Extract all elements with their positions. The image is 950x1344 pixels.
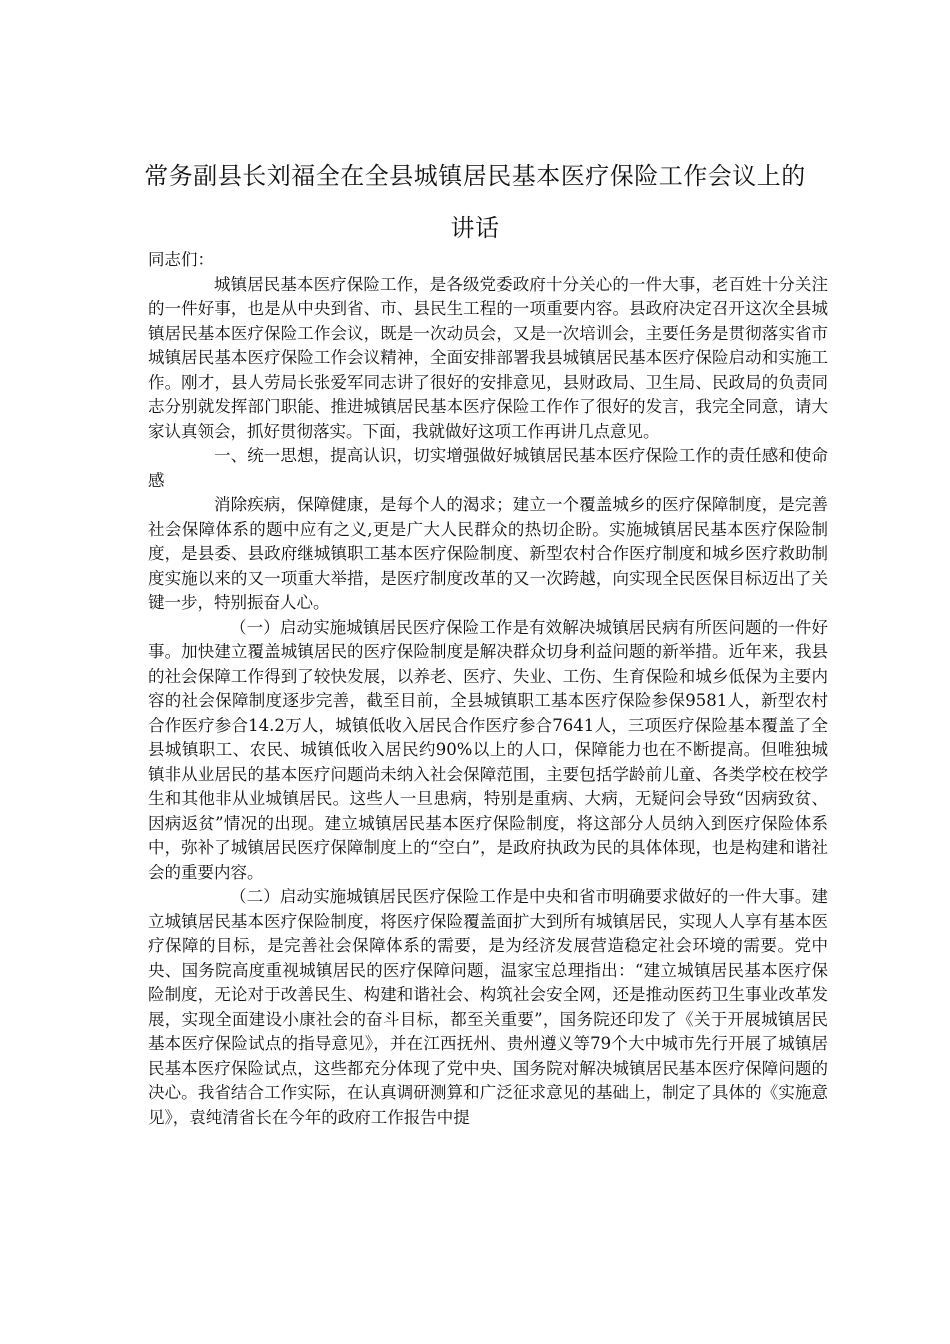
section-heading-1: 一、统一思想，提高认识，切实增强做好城镇居民基本医疗保险工作的责任感和使命感 [148,446,828,490]
paragraph-intro: 城镇居民基本医疗保险工作，是各级党委政府十分关心的一件大事，老百姓十分关注的一件好事，也是从中央到省、市、县民生工程的一项重要内容。县政府决定召开这次全县城镇居民基本医疗保险工作会议，既是一次动员会，又是一次培训会，主要任务是贯彻落实省市城镇居民基本医疗保险工作会议精神，全面安排部署我县城镇居民基本医疗保险启动和实施工作。刚才，县人劳局长张爱军同志讲了很好的安排意见，县财政局、卫生局、民政局的负责同志分别就发挥部门职能、推进城镇居民基本医疗保险工作作了很好的发言，我完全同意，请大家认真领会，抓好贯彻落实。下面，我就做好这项工作再讲几点意见。 [148,274,828,441]
paragraph-subsection-1: （一）启动实施城镇居民医疗保险工作是有效解决城镇居民病有所医问题的一件好事。加快建立覆盖城镇居民的医疗保险制度是解决群众切身利益问题的新举措。近年来，我县的社会保障工作得到了较快发展，以养老、医疗、失业、工伤、生育保险和城乡低保为主要内容的社会保障制度逐步完善，截至目前，全县城镇职工基本医疗保险参保9581人，新型农村合作医疗参合14.2万人，城镇低收入居民合作医疗参合7641人，三项医疗保险基本覆盖了全县城镇职工、农民、城镇低收入居民约90%以上的人口，保障能力也在不断提高。但唯独城镇非从业居民的基本医疗问题尚未纳入社会保障范围，主要包括学龄前儿童、各类学校在校学生和其他非从业城镇居民。这些人一旦患病，特别是重病、大病，无疑问会导致“因病致贫、因病返贫”情况的出现。建立城镇居民基本医疗保险制度，将这部分人员纳入到医疗保险体系中，弥补了城镇居民医疗保障制度上的“空白”，是政府执政为民的具体体现，也是构建和谐社会的重要内容。 [148,617,828,882]
salutation: 同志们： [148,250,214,269]
paragraph-section-1: 消除疾病，保障健康，是每个人的渴求；建立一个覆盖城乡的医疗保障制度，是完善社会保障体系的题中应有之义,更是广大人民群众的热切企盼。实施城镇居民基本医疗保险制度，是县委、县政府继城镇职工基本医疗保险制度、新型农村合作医疗制度和城乡医疗救助制度实施以来的又一项重大举措，是医疗制度改革的又一次跨越，向实现全民医保目标迈出了关键一步，特别振奋人心。 [148,495,828,612]
document-title-line1: 常务副县长刘福全在全县城镇居民基本医疗保险工作会议上的 [144,162,806,190]
document-title-line2: 讲话 [450,214,500,242]
document-body [148,248,828,1130]
paragraph-subsection-2: （二）启动实施城镇居民医疗保险工作是中央和省市明确要求做好的一件大事。建立城镇居民基本医疗保险制度，将医疗保险覆盖面扩大到所有城镇居民，实现人人享有基本医疗保障的目标，是完善社会保障体系的需要，是为经济发展营造稳定社会环境的需要。党中央、国务院高度重视城镇居民的医疗保障问题，温家宝总理指出：“建立城镇居民基本医疗保险制度，无论对于改善民生、构建和谐社会、构筑社会安全网，还是推动医药卫生事业改革发展，实现全面建设小康社会的奋斗目标，都至关重要”，国务院还印发了《关于开展城镇居民基本医疗保险试点的指导意见》，并在江西抚州、贵州遵义等79个大中城市先行开展了城镇居民基本医疗保险试点，这些都充分体现了党中央、国务院对解决城镇居民基本医疗保障问题的决心。我省结合工作实际，在认真调研测算和广泛征求意见的基础上，制定了具体的《实施意见》，袁纯清省长在今年的政府工作报告中提 [148,887,828,1127]
